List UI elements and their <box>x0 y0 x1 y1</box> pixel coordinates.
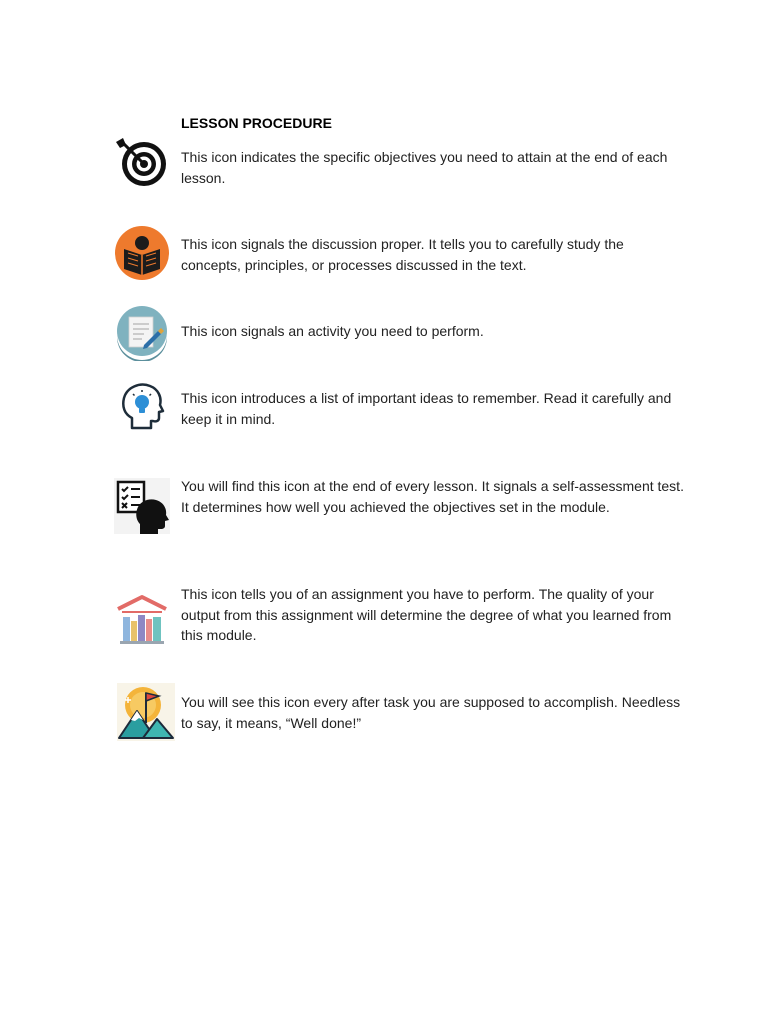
list-item-text: This icon tells you of an assignment you have to perform. The quality of your output from this assignment will determine the degree of what you learned from this module. <box>181 586 672 643</box>
mountain-flag-icon <box>117 683 175 741</box>
bookshelf-icon <box>114 593 170 649</box>
checklist-head-icon <box>114 478 170 534</box>
document-pencil-icon <box>114 305 170 361</box>
list-item-text: This icon signals an activity you need to perform. <box>181 323 484 339</box>
list-item-text: This icon signals the discussion proper. It tells you to carefully study the concepts, principles, or processes discussed in the text. <box>181 236 624 273</box>
list-item-text: This icon introduces a list of important ideas to remember. Read it carefully and keep it in mind. <box>181 390 672 427</box>
reading-book-icon <box>114 225 170 281</box>
list-item-text: You will find this icon at the end of every lesson. It signals a self-assessment test. It determines how well you achieved the objectives set in the module. <box>181 478 684 515</box>
list-item-text: This icon indicates the specific objectives you need to attain at the end of each lesson. <box>181 149 668 186</box>
target-icon <box>114 134 170 190</box>
list-item-text: You will see this icon every after task you are supposed to accomplish. Needless to say, it means, “Well done!” <box>181 694 681 731</box>
head-lightbulb-icon <box>114 378 170 434</box>
page-title: LESSON PROCEDURE <box>181 115 332 131</box>
